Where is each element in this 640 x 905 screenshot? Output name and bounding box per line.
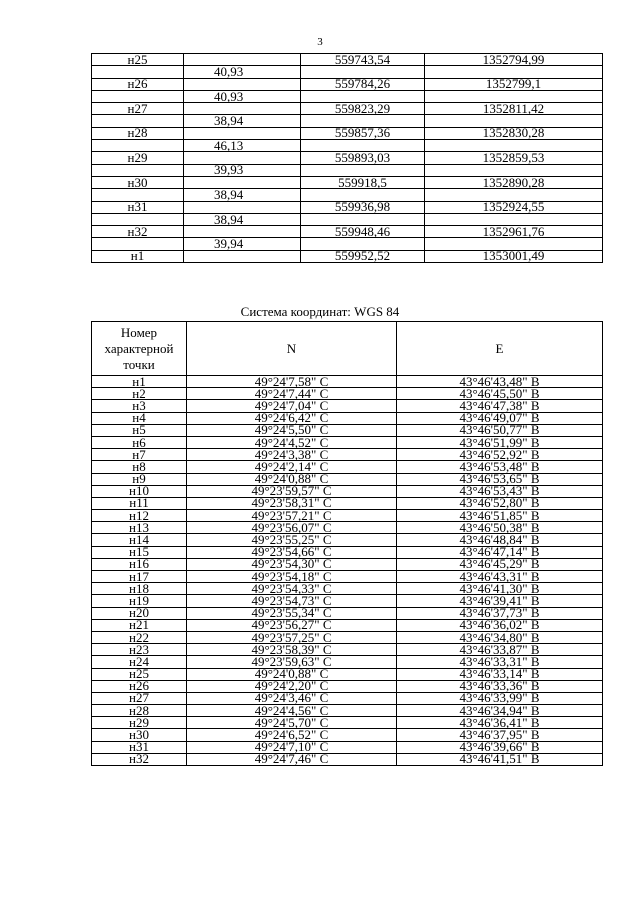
n-coordinate-cell: 49°24'5,50" С — [187, 424, 397, 436]
n-coordinate-cell: 49°23'54,33" С — [187, 583, 397, 595]
n-coordinate-cell: 49°23'55,34" С — [187, 607, 397, 619]
n-coordinate-cell: 49°23'57,25" С — [187, 631, 397, 643]
point-name-cell: н5 — [92, 424, 187, 436]
n-coordinate-cell: 49°24'0,88" С — [187, 473, 397, 485]
e-coordinate-cell: 43°46'47,38" В — [397, 400, 603, 412]
y-coordinate-cell: 1352924,55 — [425, 201, 603, 213]
point-name-cell: н6 — [92, 436, 187, 448]
distance-cell: 40,93 — [184, 90, 301, 102]
x-coordinate-cell: 559952,52 — [301, 250, 425, 262]
distance-cell: 38,94 — [184, 115, 301, 127]
point-name-cell: н32 — [92, 753, 187, 765]
n-coordinate-cell: 49°23'54,18" С — [187, 571, 397, 583]
table-row — [92, 54, 603, 66]
point-name-cell: н30 — [92, 176, 184, 188]
e-coordinate-cell: 43°46'51,85" В — [397, 510, 603, 522]
e-coordinate-cell: 43°46'47,14" В — [397, 546, 603, 558]
n-coordinate-cell: 49°24'3,46" С — [187, 692, 397, 704]
table-row — [92, 78, 603, 90]
n-coordinate-cell: 49°24'0,88" С — [187, 668, 397, 680]
point-name-cell: н17 — [92, 571, 187, 583]
n-coordinate-cell: 49°24'3,38" С — [187, 449, 397, 461]
e-coordinate-cell: 43°46'45,29" В — [397, 558, 603, 570]
point-name-cell: н32 — [92, 226, 184, 238]
x-coordinate-cell: 559936,98 — [301, 201, 425, 213]
n-coordinate-cell: 49°24'6,52" С — [187, 729, 397, 741]
header-point-number: Номер характерной точки — [92, 322, 187, 376]
point-name-cell: н24 — [92, 656, 187, 668]
point-name-cell: н22 — [92, 631, 187, 643]
n-coordinate-cell: 49°24'4,52" С — [187, 436, 397, 448]
e-coordinate-cell: 43°46'50,38" В — [397, 522, 603, 534]
coordinate-system-caption: Система координат: WGS 84 — [240, 304, 400, 319]
e-coordinate-cell: 43°46'41,30" В — [397, 583, 603, 595]
n-coordinate-cell: 49°24'7,10" С — [187, 741, 397, 753]
n-coordinate-cell: 49°23'58,39" С — [187, 644, 397, 656]
point-name-cell: н25 — [92, 54, 184, 66]
point-name-cell: н27 — [92, 103, 184, 115]
n-coordinate-cell: 49°23'54,73" С — [187, 595, 397, 607]
n-coordinate-cell: 49°23'59,57" С — [187, 485, 397, 497]
x-coordinate-cell: 559948,46 — [301, 226, 425, 238]
e-coordinate-cell: 43°46'36,02" В — [397, 619, 603, 631]
n-coordinate-cell: 49°23'56,07" С — [187, 522, 397, 534]
e-coordinate-cell: 43°46'33,31" В — [397, 656, 603, 668]
e-coordinate-cell: 43°46'39,41" В — [397, 595, 603, 607]
point-name-cell: н19 — [92, 595, 187, 607]
n-coordinate-cell: 49°23'54,66" С — [187, 546, 397, 558]
point-name-cell: н13 — [92, 522, 187, 534]
n-coordinate-cell: 49°24'7,04" С — [187, 400, 397, 412]
table-row — [92, 250, 603, 262]
n-coordinate-cell: 49°23'59,63" С — [187, 656, 397, 668]
x-coordinate-cell: 559893,03 — [301, 152, 425, 164]
n-coordinate-cell: 49°24'5,70" С — [187, 717, 397, 729]
e-coordinate-cell: 43°46'50,77" В — [397, 424, 603, 436]
e-coordinate-cell: 43°46'36,41" В — [397, 717, 603, 729]
point-name-cell: н23 — [92, 644, 187, 656]
table-row — [92, 176, 603, 188]
point-name-cell: н29 — [92, 717, 187, 729]
point-name-cell: н27 — [92, 692, 187, 704]
table-row — [92, 753, 603, 765]
point-name-cell: н26 — [92, 680, 187, 692]
e-coordinate-cell: 43°46'33,99" В — [397, 692, 603, 704]
point-name-cell: н3 — [92, 400, 187, 412]
e-coordinate-cell: 43°46'52,80" В — [397, 497, 603, 509]
point-name-cell: н30 — [92, 729, 187, 741]
e-coordinate-cell: 43°46'52,92" В — [397, 449, 603, 461]
n-coordinate-cell: 49°23'57,21" С — [187, 510, 397, 522]
e-coordinate-cell: 43°46'33,36" В — [397, 680, 603, 692]
e-coordinate-cell: 43°46'53,65" В — [397, 473, 603, 485]
point-name-cell: н4 — [92, 412, 187, 424]
n-coordinate-cell: 49°24'2,20" С — [187, 680, 397, 692]
point-name-cell: н7 — [92, 449, 187, 461]
table-row — [92, 226, 603, 238]
table-row — [92, 152, 603, 164]
page-number: 3 — [317, 36, 323, 48]
n-coordinate-cell: 49°24'6,42" С — [187, 412, 397, 424]
y-coordinate-cell: 1352890,28 — [425, 176, 603, 188]
point-name-cell: н16 — [92, 558, 187, 570]
distance-cell: 38,94 — [184, 189, 301, 201]
point-name-cell: н11 — [92, 497, 187, 509]
point-name-cell: н1 — [92, 376, 187, 388]
e-coordinate-cell: 43°46'39,66" В — [397, 741, 603, 753]
e-coordinate-cell: 43°46'43,31" В — [397, 571, 603, 583]
e-coordinate-cell: 43°46'34,94" В — [397, 705, 603, 717]
point-name-cell: н15 — [92, 546, 187, 558]
e-coordinate-cell: 43°46'53,48" В — [397, 461, 603, 473]
e-coordinate-cell: 43°46'53,43" В — [397, 485, 603, 497]
n-coordinate-cell: 49°23'55,25" С — [187, 534, 397, 546]
n-coordinate-cell: 49°24'4,56" С — [187, 705, 397, 717]
point-name-cell: н25 — [92, 668, 187, 680]
point-name-cell: н31 — [92, 201, 184, 213]
n-coordinate-cell: 49°24'7,44" С — [187, 388, 397, 400]
distance-cell: 39,94 — [184, 238, 301, 250]
distance-cell: 46,13 — [184, 140, 301, 152]
point-name-cell: н2 — [92, 388, 187, 400]
point-name-cell: н14 — [92, 534, 187, 546]
e-coordinate-cell: 43°46'41,51" В — [397, 753, 603, 765]
table-row — [92, 127, 603, 139]
e-coordinate-cell: 43°46'48,84" В — [397, 534, 603, 546]
table-header-row — [92, 322, 603, 376]
e-coordinate-cell: 43°46'45,50" В — [397, 388, 603, 400]
distance-cell: 38,94 — [184, 213, 301, 225]
y-coordinate-cell: 1352859,53 — [425, 152, 603, 164]
n-coordinate-cell: 49°23'56,27" С — [187, 619, 397, 631]
x-coordinate-cell: 559857,36 — [301, 127, 425, 139]
e-coordinate-cell: 43°46'33,87" В — [397, 644, 603, 656]
y-coordinate-cell: 1353001,49 — [425, 250, 603, 262]
point-name-cell: н10 — [92, 485, 187, 497]
y-coordinate-cell: 1352830,28 — [425, 127, 603, 139]
table-row — [92, 103, 603, 115]
coordinates-table-wgs84 — [91, 321, 603, 766]
y-coordinate-cell: 1352811,42 — [425, 103, 603, 115]
point-name-cell: н29 — [92, 152, 184, 164]
e-coordinate-cell: 43°46'37,95" В — [397, 729, 603, 741]
y-coordinate-cell: 1352794,99 — [425, 54, 603, 66]
table-row — [92, 201, 603, 213]
e-coordinate-cell: 43°46'34,80" В — [397, 631, 603, 643]
point-name-cell: н28 — [92, 705, 187, 717]
e-coordinate-cell: 43°46'33,14" В — [397, 668, 603, 680]
point-name-cell: н1 — [92, 250, 184, 262]
x-coordinate-cell: 559743,54 — [301, 54, 425, 66]
x-coordinate-cell: 559918,5 — [301, 176, 425, 188]
coordinates-table-msk — [91, 53, 603, 263]
point-name-cell: н21 — [92, 619, 187, 631]
n-coordinate-cell: 49°23'54,30" С — [187, 558, 397, 570]
n-coordinate-cell: 49°23'58,31" С — [187, 497, 397, 509]
y-coordinate-cell: 1352961,76 — [425, 226, 603, 238]
distance-cell: 40,93 — [184, 66, 301, 78]
point-name-cell: н12 — [92, 510, 187, 522]
y-coordinate-cell: 1352799,1 — [425, 78, 603, 90]
header-n: N — [187, 322, 397, 376]
x-coordinate-cell: 559823,29 — [301, 103, 425, 115]
point-name-cell: н20 — [92, 607, 187, 619]
distance-cell: 39,93 — [184, 164, 301, 176]
n-coordinate-cell: 49°24'2,14" С — [187, 461, 397, 473]
point-name-cell: н26 — [92, 78, 184, 90]
distance-cell — [184, 250, 301, 262]
header-e: E — [397, 322, 603, 376]
n-coordinate-cell: 49°24'7,58" С — [187, 376, 397, 388]
e-coordinate-cell: 43°46'51,99" В — [397, 436, 603, 448]
point-name-cell: н18 — [92, 583, 187, 595]
point-name-cell: н28 — [92, 127, 184, 139]
e-coordinate-cell: 43°46'49,07" В — [397, 412, 603, 424]
point-name-cell: н31 — [92, 741, 187, 753]
x-coordinate-cell: 559784,26 — [301, 78, 425, 90]
point-name-cell: н9 — [92, 473, 187, 485]
e-coordinate-cell: 43°46'37,73" В — [397, 607, 603, 619]
e-coordinate-cell: 43°46'43,48" В — [397, 376, 603, 388]
n-coordinate-cell: 49°24'7,46" С — [187, 753, 397, 765]
point-name-cell: н8 — [92, 461, 187, 473]
